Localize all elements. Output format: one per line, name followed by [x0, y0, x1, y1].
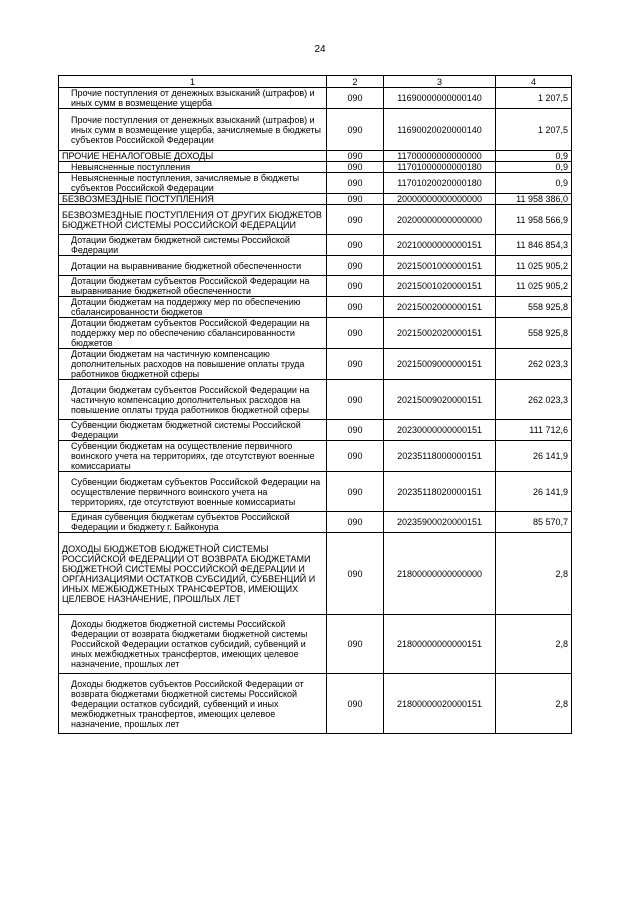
- cell-name: Дотации бюджетам субъектов Российской Федерации на выравнивание бюджетной обеспеченности: [59, 276, 327, 297]
- cell-name: Дотации бюджетам на частичную компенсацию дополнительных расходов на повышение оплаты труда работников бюджетной сферы: [59, 349, 327, 380]
- cell-classification-code: 11701020020000180: [384, 173, 496, 194]
- table-row: [59, 151, 572, 162]
- cell-classification-code: 20210000000000151: [384, 235, 496, 256]
- table-row: [59, 205, 572, 235]
- cell-name: Дотации бюджетам субъектов Российской Федерации на поддержку мер по обеспечению сбалансированности бюджетов: [59, 318, 327, 349]
- cell-name: Невыясненные поступления, зачисляемые в бюджеты субъектов Российской Федерации: [59, 173, 327, 194]
- cell-admin-code: 090: [327, 512, 384, 533]
- page-number: 24: [314, 44, 326, 55]
- cell-classification-code: 21800000000000151: [384, 615, 496, 674]
- cell-name: БЕЗВОЗМЕЗДНЫЕ ПОСТУПЛЕНИЯ: [59, 194, 327, 205]
- table-row: [59, 194, 572, 205]
- cell-admin-code: 090: [327, 151, 384, 162]
- cell-amount: 11 846 854,3: [496, 235, 572, 256]
- cell-admin-code: 090: [327, 276, 384, 297]
- table-row: [59, 173, 572, 194]
- cell-name: Единая субвенция бюджетам субъектов Российской Федерации и бюджету г. Байконура: [59, 512, 327, 533]
- cell-admin-code: 090: [327, 109, 384, 151]
- table-row: [59, 441, 572, 472]
- cell-admin-code: 090: [327, 441, 384, 472]
- cell-admin-code: 090: [327, 235, 384, 256]
- table-row: [59, 318, 572, 349]
- cell-amount: 262 023,3: [496, 349, 572, 380]
- cell-classification-code: 20235118000000151: [384, 441, 496, 472]
- table-row: [59, 297, 572, 318]
- cell-admin-code: 090: [327, 297, 384, 318]
- cell-name: Дотации бюджетам субъектов Российской Федерации на частичную компенсацию дополнительных расходов на повышение оплаты труда работников бюджетной сферы: [59, 380, 327, 420]
- cell-name: Доходы бюджетов бюджетной системы Российской Федерации от возврата бюджетами бюджетной системы Российской Федерации остатков субсидий, субвенций и иных межбюджетных трансфертов, имеющих целевое назначение, прошлых лет: [59, 615, 327, 674]
- cell-classification-code: 11701000000000180: [384, 162, 496, 173]
- cell-classification-code: 20230000000000151: [384, 420, 496, 441]
- table-row: [59, 276, 572, 297]
- cell-amount: 11 958 386,0: [496, 194, 572, 205]
- cell-classification-code: 11690020020000140: [384, 109, 496, 151]
- cell-name: ДОХОДЫ БЮДЖЕТОВ БЮДЖЕТНОЙ СИСТЕМЫ РОССИЙСКОЙ ФЕДЕРАЦИИ ОТ ВОЗВРАТА БЮДЖЕТАМИ БЮДЖЕТНОЙ СИСТЕМЫ РОССИЙСКОЙ ФЕДЕРАЦИИ И ОРГАНИЗАЦИЯМИ ОСТАТКОВ СУБСИДИЙ, СУБВЕНЦИЙ И ИНЫХ МЕЖБЮДЖЕТНЫХ ТРАНСФЕРТОВ, ИМЕЮЩИХ ЦЕЛЕВОЕ НАЗНАЧЕНИЕ, ПРОШЛЫХ ЛЕТ: [59, 533, 327, 615]
- cell-name: ПРОЧИЕ НЕНАЛОГОВЫЕ ДОХОДЫ: [59, 151, 327, 162]
- cell-admin-code: 090: [327, 173, 384, 194]
- cell-admin-code: 090: [327, 88, 384, 109]
- cell-admin-code: 090: [327, 674, 384, 734]
- cell-admin-code: 090: [327, 205, 384, 235]
- table-row: [59, 420, 572, 441]
- table-body: [59, 88, 572, 734]
- table-row: [59, 512, 572, 533]
- cell-name: БЕЗВОЗМЕЗДНЫЕ ПОСТУПЛЕНИЯ ОТ ДРУГИХ БЮДЖЕТОВ БЮДЖЕТНОЙ СИСТЕМЫ РОССИЙСКОЙ ФЕДЕРАЦИИ: [59, 205, 327, 235]
- cell-classification-code: 20215002000000151: [384, 297, 496, 318]
- cell-classification-code: 20000000000000000: [384, 194, 496, 205]
- table-row: [59, 615, 572, 674]
- table-row: [59, 533, 572, 615]
- cell-amount: 85 570,7: [496, 512, 572, 533]
- cell-name: Субвенции бюджетам на осуществление первичного воинского учета на территориях, где отсутствуют военные комиссариаты: [59, 441, 327, 472]
- column-header-code: 3: [384, 76, 496, 88]
- cell-classification-code: 20235900020000151: [384, 512, 496, 533]
- column-header-amount: 4: [496, 76, 572, 88]
- table-header-row: [59, 76, 572, 88]
- cell-admin-code: 090: [327, 472, 384, 512]
- cell-admin-code: 090: [327, 162, 384, 173]
- cell-name: Дотации бюджетам на поддержку мер по обеспечению сбалансированности бюджетов: [59, 297, 327, 318]
- table-row: [59, 88, 572, 109]
- cell-amount: 2,8: [496, 674, 572, 734]
- cell-amount: 0,9: [496, 173, 572, 194]
- cell-name: Прочие поступления от денежных взысканий (штрафов) и иных сумм в возмещение ущерба, зачисляемые в бюджеты субъектов Российской Федерации: [59, 109, 327, 151]
- table-row: [59, 162, 572, 173]
- cell-amount: 1 207,5: [496, 88, 572, 109]
- cell-classification-code: 11700000000000000: [384, 151, 496, 162]
- cell-amount: 11 025 905,2: [496, 256, 572, 276]
- cell-amount: 26 141,9: [496, 441, 572, 472]
- cell-classification-code: 11690000000000140: [384, 88, 496, 109]
- cell-admin-code: 090: [327, 615, 384, 674]
- cell-classification-code: 20200000000000000: [384, 205, 496, 235]
- cell-name: Прочие поступления от денежных взысканий (штрафов) и иных сумм в возмещение ущерба: [59, 88, 327, 109]
- cell-amount: 558 925,8: [496, 297, 572, 318]
- column-header-name: 1: [59, 76, 327, 88]
- table-row: [59, 349, 572, 380]
- cell-classification-code: 20235118020000151: [384, 472, 496, 512]
- table-row: [59, 674, 572, 734]
- budget-revenue-table: [58, 75, 572, 734]
- cell-amount: 11 025 905,2: [496, 276, 572, 297]
- cell-amount: 11 958 566,9: [496, 205, 572, 235]
- cell-admin-code: 090: [327, 349, 384, 380]
- cell-name: Дотации бюджетам бюджетной системы Российской Федерации: [59, 235, 327, 256]
- cell-admin-code: 090: [327, 380, 384, 420]
- cell-name: Субвенции бюджетам бюджетной системы Российской Федерации: [59, 420, 327, 441]
- cell-classification-code: 21800000000000000: [384, 533, 496, 615]
- cell-name: Субвенции бюджетам субъектов Российской Федерации на осуществление первичного воинского учета на территориях, где отсутствуют военные комиссариаты: [59, 472, 327, 512]
- cell-classification-code: 20215002020000151: [384, 318, 496, 349]
- cell-amount: 26 141,9: [496, 472, 572, 512]
- cell-classification-code: 20215001020000151: [384, 276, 496, 297]
- cell-admin-code: 090: [327, 318, 384, 349]
- cell-classification-code: 21800000020000151: [384, 674, 496, 734]
- cell-amount: 0,9: [496, 162, 572, 173]
- cell-admin-code: 090: [327, 533, 384, 615]
- table-row: [59, 256, 572, 276]
- cell-admin-code: 090: [327, 420, 384, 441]
- cell-admin-code: 090: [327, 194, 384, 205]
- cell-name: Невыясненные поступления: [59, 162, 327, 173]
- cell-amount: 0,9: [496, 151, 572, 162]
- column-header-admin: 2: [327, 76, 384, 88]
- cell-classification-code: 20215009020000151: [384, 380, 496, 420]
- table-row: [59, 235, 572, 256]
- cell-classification-code: 20215001000000151: [384, 256, 496, 276]
- cell-amount: 2,8: [496, 533, 572, 615]
- cell-amount: 1 207,5: [496, 109, 572, 151]
- cell-amount: 111 712,6: [496, 420, 572, 441]
- cell-name: Доходы бюджетов субъектов Российской Федерации от возврата бюджетами бюджетной системы Российской Федерации остатков субсидий, субвенций и иных межбюджетных трансфертов, имеющих целевое назначение, прошлых лет: [59, 674, 327, 734]
- table-row: [59, 109, 572, 151]
- cell-admin-code: 090: [327, 256, 384, 276]
- table-row: [59, 380, 572, 420]
- cell-classification-code: 20215009000000151: [384, 349, 496, 380]
- cell-amount: 2,8: [496, 615, 572, 674]
- cell-amount: 262 023,3: [496, 380, 572, 420]
- cell-name: Дотации на выравнивание бюджетной обеспеченности: [59, 256, 327, 276]
- table-row: [59, 472, 572, 512]
- cell-amount: 558 925,8: [496, 318, 572, 349]
